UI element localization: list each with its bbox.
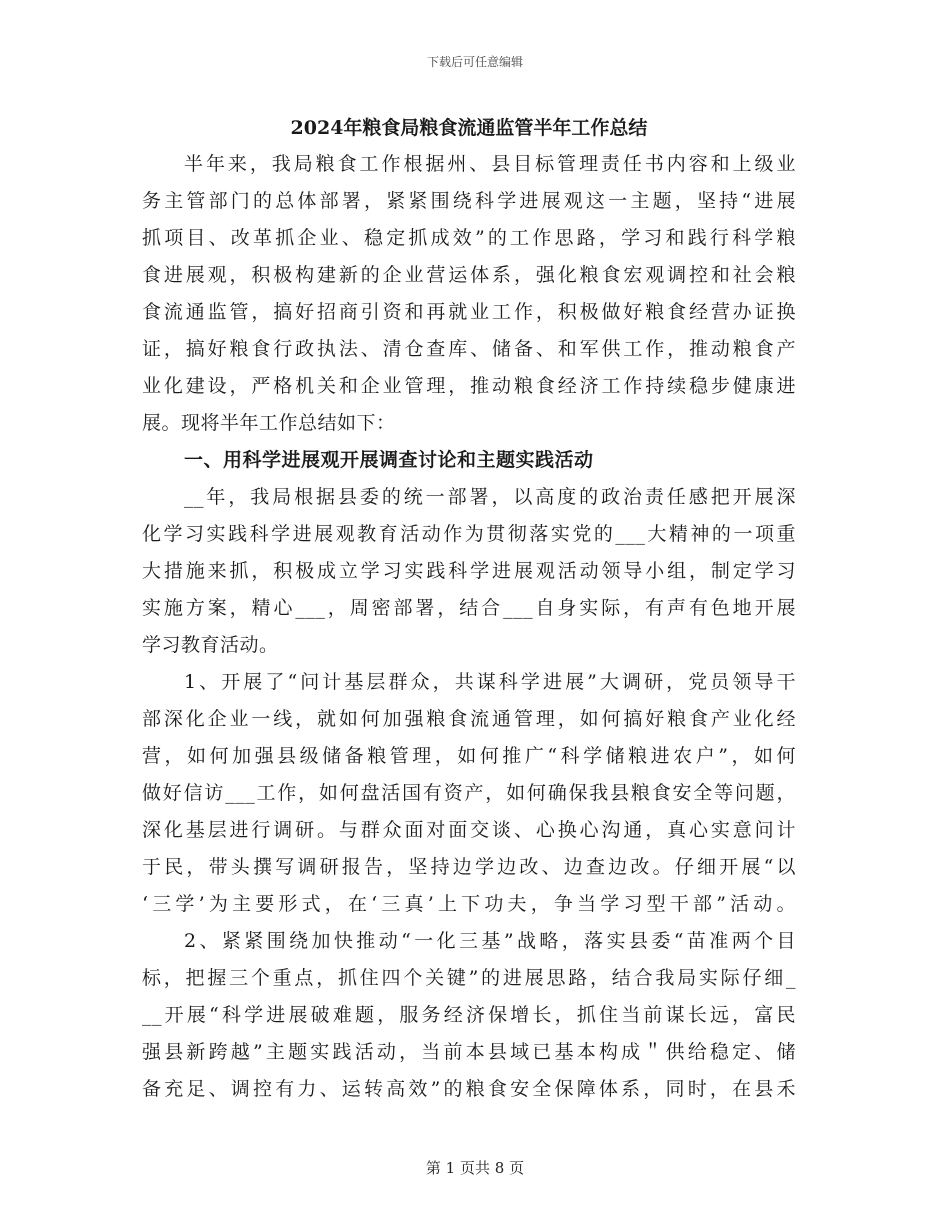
text-line: 2、紧紧围绕加快推动“一化三基”战略，落实县委“苗准两个目	[184, 930, 796, 952]
text-line: 于民，带头撰写调研报告，坚持边学边改、边查边改。仔细开展“以	[142, 856, 796, 878]
document-body	[142, 110, 796, 1108]
text-line: 做好信访___工作，如何盘活国有资产，如何确保我县粮食安全等问题，	[142, 782, 796, 804]
text-line: 业化建设，严格机关和企业管理，推动粮食经济工作持续稳步健康进	[142, 375, 796, 397]
text-line: __开展“科学进展破难题，服务经济保增长，抓住当前谋长远，富民	[142, 1004, 796, 1026]
text-line: 半年来，我局粮食工作根据州、县目标管理责任书内容和上级业	[184, 153, 796, 175]
text-line: __年，我局根据县委的统一部署，以高度的政治责任感把开展深	[184, 486, 796, 508]
text-line: 化学习实践科学进展观教育活动作为贯彻落实党的___大精神的一项重	[142, 523, 796, 545]
text-line: 标，把握三个重点，抓住四个关键”的进展思路，结合我局实际仔细_	[142, 967, 796, 989]
text-line: 大措施来抓，积极成立学习实践科学进展观活动领导小组，制定学习	[142, 560, 796, 582]
text-line: 深化基层进行调研。与群众面对面交谈、心换心沟通，真心实意问计	[142, 819, 796, 841]
document-title: 2024年粮食局粮食流通监管半年工作总结	[290, 117, 648, 139]
text-line: 务主管部门的总体部署，紧紧围绕科学进展观这一主题，坚持“进展	[142, 190, 796, 212]
text-line: 强县新跨越”主题实践活动，当前本县域已基本构成＂供给稳定、储	[142, 1041, 796, 1063]
text-line: 备充足、调控有力、运转高效”的粮食安全保障体系，同时，在县禾	[142, 1078, 796, 1100]
page-number: 第 1 页共 8 页	[425, 1159, 525, 1177]
text-line: 食进展观，积极构建新的企业营运体系，强化粮食宏观调控和社会粮	[142, 264, 796, 286]
text-line: 抓项目、改革抓企业、稳定抓成效”的工作思路，学习和践行科学粮	[142, 227, 796, 249]
text-line: 食流通监管，搞好招商引资和再就业工作，积极做好粮食经营办证换	[142, 301, 796, 323]
text-line: ‘三学’为主要形式，在‘三真’上下功夫，争当学习型干部”活动。	[142, 893, 796, 915]
text-line: 实施方案，精心___，周密部署，结合___自身实际，有声有色地开展	[142, 597, 796, 619]
text-line: 1、开展了“问计基层群众，共谋科学进展”大调研，党员领导干	[184, 671, 796, 693]
text-line: 展。现将半年工作总结如下：	[142, 412, 396, 434]
page-header-note: 下载后可任意编辑	[426, 55, 523, 69]
section-heading: 一、用科学进展观开展调查讨论和主题实践活动	[184, 449, 594, 471]
text-line: 营，如何加强县级储备粮管理，如何推广“科学储粮进农户”，如何	[142, 745, 796, 767]
text-line: 部深化企业一线，就如何加强粮食流通管理，如何搞好粮食产业化经	[142, 708, 796, 730]
text-line: 学习教育活动。	[142, 634, 279, 656]
paragraph-lines	[142, 146, 796, 1108]
text-line: 证，搞好粮食行政执法、清仓查库、储备、和军供工作，推动粮食产	[142, 338, 796, 360]
